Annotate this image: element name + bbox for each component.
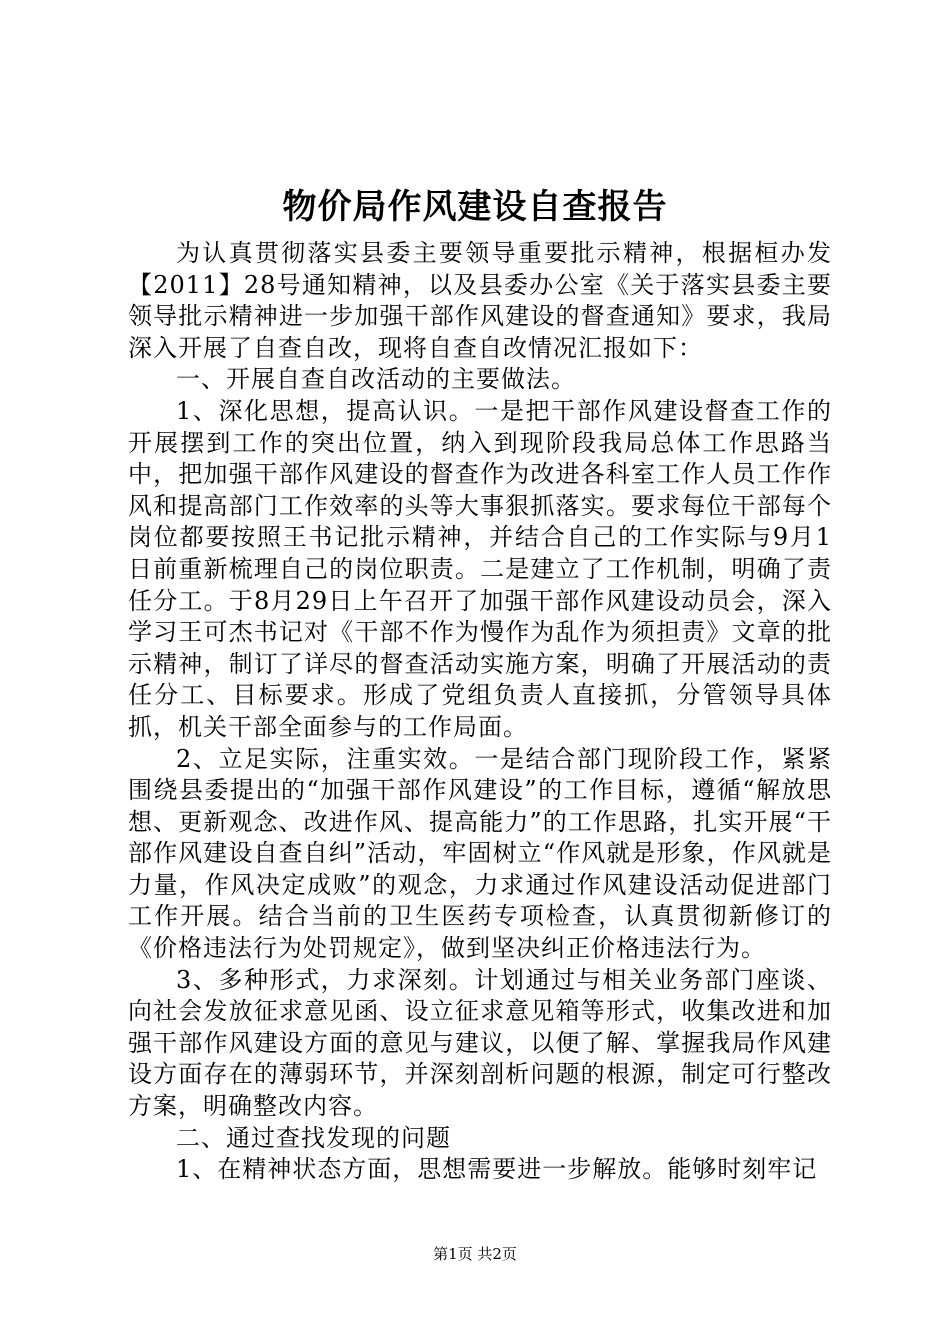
paragraph-intro: 为认真贯彻落实县委主要领导重要批示精神，根据桓办发【2011】28号通知精神，以及县委办公室《关于落实县委主要领导批示精神进一步加强干部作风建设的督查通知》要求，我局深入开展了自查自改，现将自查自改情况汇报如下： [128, 239, 832, 362]
paragraph-problem-1: 1、在精神状态方面，思想需要进一步解放。能够时刻牢记 [176, 1155, 818, 1184]
paragraph-item-1: 1、深化思想，提高认识。一是把干部作风建设督查工作的开展摆到工作的突出位置，纳入到现阶段我局总体工作思路当中，把加强干部作风建设的督查作为改进各科室工作人员工作作风和提高部门工作效率的头等大事狠抓落实。要求每位干部每个岗位都要按照王书记批示精神，并结合自己的工作实际与9月1日前重新梳理自己的岗位职责。二是建立了工作机制，明确了责任分工。于8月29日上午召开了加强干部作风建设动员会，深入学习王可杰书记对《干部不作为慢作为乱作为须担责》文章的批示精神，制订了详尽的督查活动实施方案，明确了开展活动的责任分工、目标要求。形成了党组负责人直接抓，分管领导具体抓，机关干部全面参与的工作局面。 [128, 396, 832, 741]
paragraph-item-3: 3、多种形式，力求深刻。计划通过与相关业务部门座谈、向社会发放征求意见函、设立征求意见箱等形式，收集改进和加强干部作风建设方面的意见与建议，以便了解、掌握我局作风建设方面存在的薄弱环节，并深刻剖析问题的根源，制定可行整改方案，明确整改内容。 [128, 965, 832, 1121]
section-heading-1: 一、开展自查自改活动的主要做法。 [176, 365, 576, 394]
document-title: 物价局作风建设自查报告 [282, 187, 668, 227]
paragraph-item-2: 2、立足实际，注重实效。一是结合部门现阶段工作，紧紧围绕县委提出的“加强干部作风建设”的工作目标，遵循“解放思想、更新观念、改进作风、提高能力”的工作思路，扎实开展“干部作风建设自查自纠”活动，牢固树立“作风就是形象，作风就是力量，作风决定成败”的观念，力求通过作风建设活动促进部门工作开展。结合当前的卫生医药专项检查，认真贯彻新修订的《价格违法行为处罚规定》，做到坚决纠正价格违法行为。 [128, 744, 832, 963]
document-body [128, 238, 832, 1186]
section-heading-2: 二、通过查找发现的问题 [176, 1123, 451, 1152]
page-footer: 第1页 共2页 [433, 1245, 517, 1263]
